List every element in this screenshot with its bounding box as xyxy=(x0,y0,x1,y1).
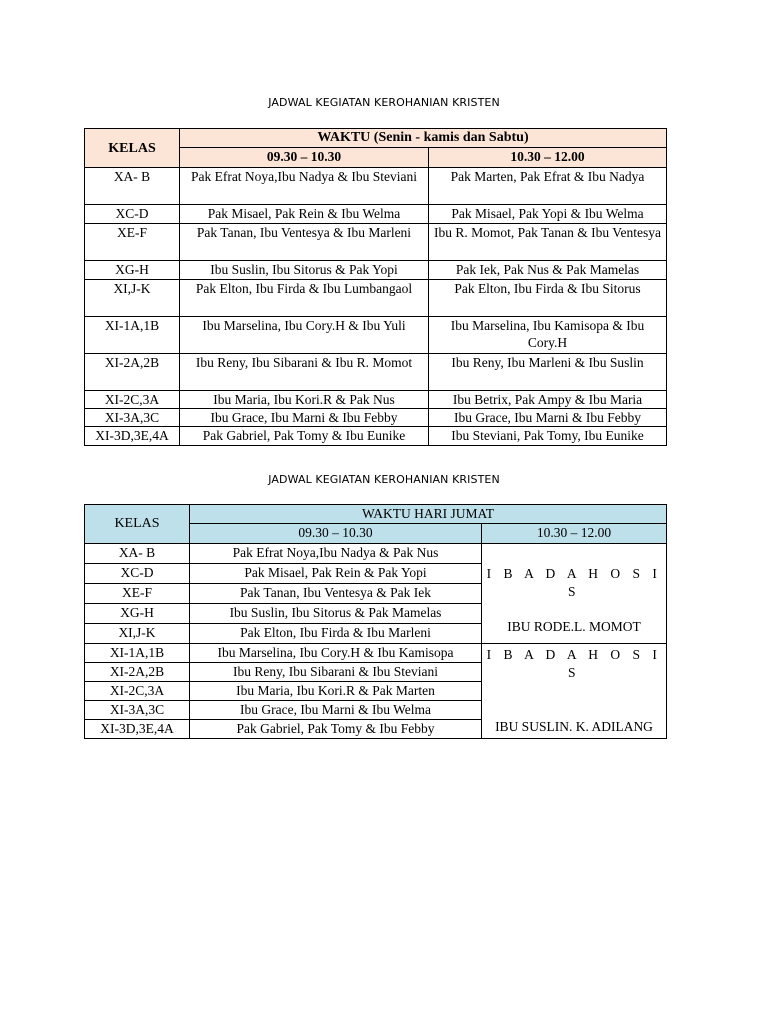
slot1-cell: Pak Efrat Noya,Ibu Nadya & Pak Nus xyxy=(190,544,482,564)
ibadah-leader: IBU SUSLIN. K. ADILANG xyxy=(495,719,653,734)
kelas-cell: XG-H xyxy=(85,604,190,624)
slot1-cell: Ibu Suslin, Ibu Sitorus & Pak Yopi xyxy=(180,261,429,280)
schedule-table-friday xyxy=(84,504,667,739)
table-row xyxy=(85,205,667,224)
waktu-header: WAKTU (Senin - kamis dan Sabtu) xyxy=(180,129,667,148)
kelas-cell: XI,J-K xyxy=(85,624,190,644)
slot2-cell: Pak Iek, Pak Nus & Pak Mamelas xyxy=(429,261,667,280)
slot1-cell: Ibu Reny, Ibu Sibarani & Ibu Steviani xyxy=(190,663,482,682)
slot1-cell: Pak Efrat Noya,Ibu Nadya & Ibu Steviani xyxy=(180,168,429,205)
slot1-cell: Ibu Reny, Ibu Sibarani & Ibu R. Momot xyxy=(180,354,429,391)
table-row xyxy=(85,224,667,261)
kelas-cell: XE-F xyxy=(85,584,190,604)
slot2-header: 10.30 – 12.00 xyxy=(429,148,667,168)
slot2-cell: Ibu Reny, Ibu Marleni & Ibu Suslin xyxy=(429,354,667,391)
kelas-cell: XI-3A,3C xyxy=(85,409,180,427)
slot1-cell: Ibu Suslin, Ibu Sitorus & Pak Mamelas xyxy=(190,604,482,624)
table-row xyxy=(85,409,667,427)
table-row xyxy=(85,280,667,317)
slot1-cell: Pak Tanan, Ibu Ventesya & Pak Iek xyxy=(190,584,482,604)
slot1-cell: Pak Misael, Pak Rein & Pak Yopi xyxy=(190,564,482,584)
schedule-table-weekday xyxy=(84,128,667,446)
ibadah-block-1 xyxy=(482,544,667,644)
waktu-header: WAKTU HARI JUMAT xyxy=(190,505,667,524)
kelas-cell: XI-3D,3E,4A xyxy=(85,427,180,446)
slot2-cell: Pak Misael, Pak Yopi & Ibu Welma xyxy=(429,205,667,224)
kelas-cell: XI-2A,2B xyxy=(85,663,190,682)
table-row xyxy=(85,644,667,663)
kelas-cell: XE-F xyxy=(85,224,180,261)
schedule-heading-2: JADWAL KEGIATAN KEROHANIAN KRISTEN xyxy=(268,473,500,486)
table-row xyxy=(85,427,667,446)
slot1-cell: Ibu Grace, Ibu Marni & Ibu Welma xyxy=(190,701,482,720)
kelas-cell: XA- B xyxy=(85,168,180,205)
slot1-header: 09.30 – 10.30 xyxy=(180,148,429,168)
kelas-header: KELAS xyxy=(85,129,180,168)
kelas-cell: XI-3A,3C xyxy=(85,701,190,720)
kelas-cell: XI-1A,1B xyxy=(85,644,190,663)
slot2-header: 10.30 – 12.00 xyxy=(482,524,667,544)
ibadah-activity: I B A D A H O S I S xyxy=(486,566,662,599)
slot2-cell: Ibu Betrix, Pak Ampy & Ibu Maria xyxy=(429,391,667,409)
slot2-cell: Ibu R. Momot, Pak Tanan & Ibu Ventesya xyxy=(429,224,667,261)
slot1-cell: Ibu Marselina, Ibu Cory.H & Ibu Yuli xyxy=(180,317,429,354)
kelas-cell: XI-1A,1B xyxy=(85,317,180,354)
slot1-header: 09.30 – 10.30 xyxy=(190,524,482,544)
table-row xyxy=(85,168,667,205)
ibadah-activity: I B A D A H O S I S xyxy=(486,647,662,680)
table-row xyxy=(85,261,667,280)
table-row xyxy=(85,391,667,409)
slot2-cell: Ibu Marselina, Ibu Kamisopa & Ibu Cory.H xyxy=(429,317,667,354)
ibadah-leader: IBU RODE.L. MOMOT xyxy=(507,619,641,634)
slot1-cell: Pak Gabriel, Pak Tomy & Ibu Febby xyxy=(190,720,482,739)
ibadah-block-2 xyxy=(482,644,667,739)
kelas-cell: XG-H xyxy=(85,261,180,280)
kelas-cell: XI-3D,3E,4A xyxy=(85,720,190,739)
kelas-header: KELAS xyxy=(85,505,190,544)
schedule-heading-1: JADWAL KEGIATAN KEROHANIAN KRISTEN xyxy=(268,96,500,109)
slot1-cell: Pak Misael, Pak Rein & Ibu Welma xyxy=(180,205,429,224)
slot2-cell: Ibu Steviani, Pak Tomy, Ibu Eunike xyxy=(429,427,667,446)
slot1-cell: Ibu Marselina, Ibu Cory.H & Ibu Kamisopa xyxy=(190,644,482,663)
slot2-cell: Pak Marten, Pak Efrat & Ibu Nadya xyxy=(429,168,667,205)
slot1-cell: Pak Elton, Ibu Firda & Ibu Marleni xyxy=(190,624,482,644)
slot1-cell: Ibu Grace, Ibu Marni & Ibu Febby xyxy=(180,409,429,427)
table-row xyxy=(85,544,667,564)
kelas-cell: XC-D xyxy=(85,564,190,584)
kelas-cell: XI-2C,3A xyxy=(85,391,180,409)
kelas-cell: XI,J-K xyxy=(85,280,180,317)
slot1-cell: Ibu Maria, Ibu Kori.R & Pak Nus xyxy=(180,391,429,409)
slot2-cell: Pak Elton, Ibu Firda & Ibu Sitorus xyxy=(429,280,667,317)
table-row xyxy=(85,354,667,391)
slot2-cell: Ibu Grace, Ibu Marni & Ibu Febby xyxy=(429,409,667,427)
kelas-cell: XC-D xyxy=(85,205,180,224)
slot1-cell: Ibu Maria, Ibu Kori.R & Pak Marten xyxy=(190,682,482,701)
kelas-cell: XI-2A,2B xyxy=(85,354,180,391)
slot1-cell: Pak Elton, Ibu Firda & Ibu Lumbangaol xyxy=(180,280,429,317)
kelas-cell: XA- B xyxy=(85,544,190,564)
slot1-cell: Pak Tanan, Ibu Ventesya & Ibu Marleni xyxy=(180,224,429,261)
kelas-cell: XI-2C,3A xyxy=(85,682,190,701)
table-row xyxy=(85,317,667,354)
slot1-cell: Pak Gabriel, Pak Tomy & Ibu Eunike xyxy=(180,427,429,446)
